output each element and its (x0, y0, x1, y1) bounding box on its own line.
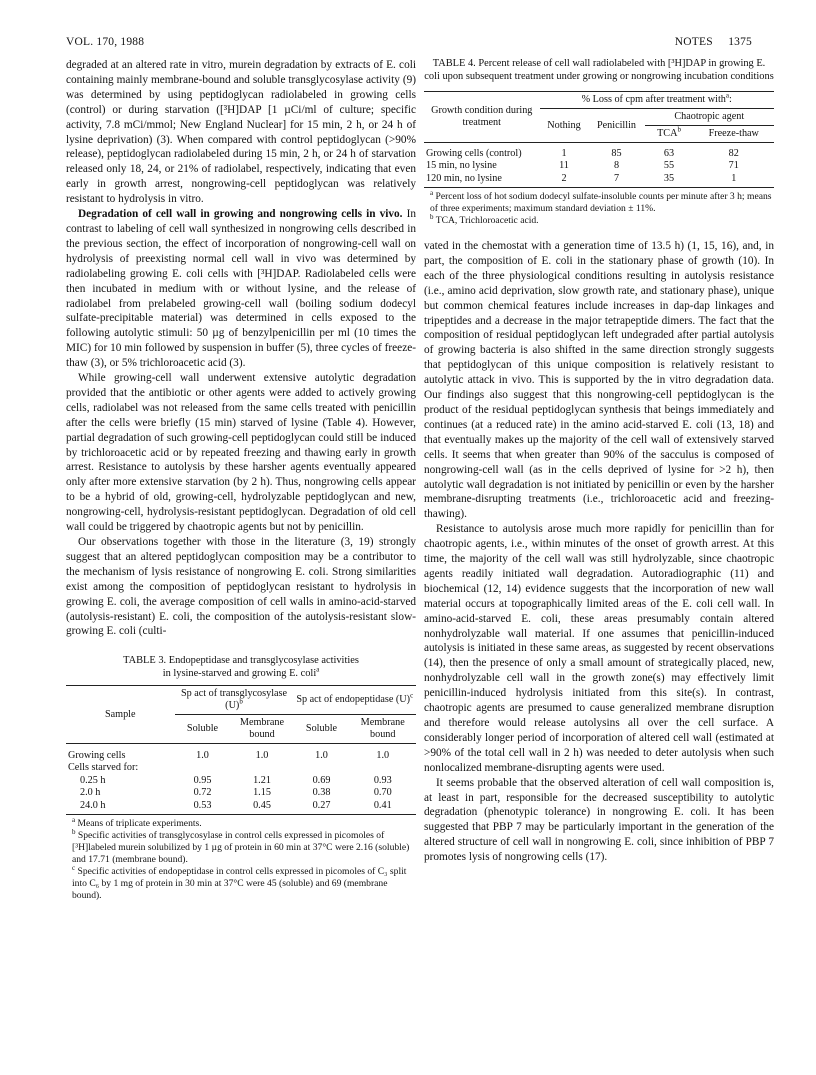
row-label: Growing cells (control) (426, 147, 522, 159)
table-cell: 11 (559, 160, 569, 171)
table-row (66, 775, 416, 788)
table-cell: 82 (728, 147, 739, 159)
column-header (645, 126, 694, 143)
table-cell: 35 (645, 173, 694, 188)
column-header: Membrane bound (231, 715, 294, 744)
footnote-marker: b (677, 125, 681, 134)
footnote-marker: a (316, 665, 320, 674)
paragraph: vated in the chemostat with a generation time of 13.5 h) (1, 15, 16), and, in part, the composition of E. coli in the stationary phase of growth (10). In each of the three physiological conditions resulting in autolysis resistance (i.e., amino acid deprivation, slow growth rate, and stationary phase), unique but common chemical features include increases in dap-dap linkages and tripeptides and a decrease in the major tetrapeptide dimers. The fact that the composition of residual peptidoglycan left undegraded after partial autolysis of growing bacteria is also shifted in the same direction strongly suggests that peptidoglycan of this unique composition is relatively resistant to autolytic attack in vivo. This is supported by the in vitro degradation data. Our findings also suggest that this nongrowing-cell peptidoglycan is the product of the residual peptidoglycan synthesis that beings immediately and continues (at a reduced rate) in the amino acid-starved E. coli (13, 18) and that eventually makes up the majority of the cell wall of extensively starved cells. It seems that when greater than 90% of the sacculus is composed of nongrowing-cell wall (as in the cells deprived of lysine for >2 h), then autolytic wall degradation is not initiated by penicillin or even by the harsher membrane-disrupting treatments (i.e., trichloroacetic acid and freezing-thawing). (424, 240, 774, 521)
right-column (424, 58, 774, 865)
table-cell: 1.0 (255, 749, 269, 761)
column-group-header: % Loss of cpm after treatment with$^a$: (540, 92, 775, 109)
table-row (424, 148, 774, 161)
column-header: Soluble (175, 715, 231, 744)
table-cell: 0.38 (312, 787, 331, 799)
table-cell: 1.0 (196, 749, 209, 761)
table-cell (231, 762, 294, 775)
footnote-marker: a (72, 816, 76, 825)
footnote-text: Means of triplicate experiments. (77, 818, 202, 830)
running-header-page: NOTES 1375 (674, 36, 752, 48)
footnote-marker: a (725, 91, 730, 100)
row-label: 2.0 h (80, 787, 101, 799)
paragraph: Our observations together with those in the literature (3, 19) strongly suggest that an altered peptidoglycan composition may be a contributor to the mechanism of lysis resistance of nongrowing E. coli. Strong similarities exist among the composition of peptidoglycan resistant to hydrolysis in growing E. coli, the average composition of cell walls in amino-acid-starved (autolysis-resistant) E. coli, the composition of the autolysis-resistant slow-growing E. coli (culti- (66, 536, 416, 638)
caption-line: TABLE 3. Endopeptidase and transglycosylase activities (123, 655, 359, 667)
header-text: TCA (657, 128, 678, 139)
row-label: 120 min, no lysine (424, 173, 540, 188)
table-cell: 0.93 (373, 774, 392, 786)
table-cell: 0.45 (231, 800, 294, 815)
table-footnotes (66, 818, 416, 902)
footnote-marker: c (72, 864, 76, 873)
table-cell: 1 (694, 173, 775, 188)
table-row (66, 800, 416, 815)
row-label: Cells starved for: (68, 762, 139, 774)
footnote (66, 830, 416, 866)
table-cell: 0.69 (312, 774, 331, 786)
table-row (66, 762, 416, 775)
table-cell: 0.41 (350, 800, 417, 815)
column-group-header (294, 686, 417, 715)
table-footnotes (424, 188, 774, 227)
table-row (66, 787, 416, 800)
footnote-text: Specific activities of transglycosylase in control cells expressed in picomoles of [³H]labeled murein solubilized by 1 µg of protein in 60 min at 37°C were 2.16 (soluble) and 17.71 (membrane bound). (72, 830, 410, 866)
column-header: Sample (66, 686, 175, 744)
table-cell: 0.53 (175, 800, 231, 815)
paragraph: It seems probable that the observed alteration of cell wall composition is, at least in part, responsible for the decreased susceptibility to autolytic degradation (phenotypic tolerance) in nongrowing E. coli. It has been suggested that PBP 7 may be particularly important in the generation of the altered structure of cell wall in nongrowing E. coli, since inhibition of PBP 7 promotes lysis of nongrowing cells (17). (424, 776, 774, 864)
table-cell: 7 (589, 173, 645, 188)
table-cell: 0.72 (193, 787, 212, 799)
footnote (66, 866, 416, 902)
table-cell: 71 (728, 160, 739, 171)
table-cell: 2 (540, 173, 589, 188)
left-column (66, 58, 416, 902)
table-cell: 1.21 (253, 774, 271, 786)
footnote (66, 818, 416, 830)
table-cell (175, 762, 231, 775)
paragraph: Resistance to autolysis arose much more rapidly for penicillin than for chaotropic agents, i.e., within minutes of the onset of growth arrest. At this time, the majority of the cell wall was still hydrolyzable, since chaotropic agents readily initiated wall degradation. Autoradiographic (11) and biochemical (12, 14) evidence suggests that the incorporation of new wall material occurs at topographically limited areas of the E. coli cell wall. In amino-acid-starved E. coli, these areas presumably contain altered nonhydrolyzable wall material. If one assumes that penicillin-induced autolysis is initiated in these same areas, as suggested by recent observations (14), then the presence of only a small amount of strategically placed, new, nonhydrolyzable cell wall in the growth zone(s) may effectively limit penicillin-induced hydrolysis initiated from this site(s). In contrast, chaotropic agents are presumed to cause generalized membrane disruption and therefore would release autolysins all over the cell surface. A considerably longer period of incorporation of altered cell wall (estimated at >90% of the total cell wall in 2 h) was needed to deter autolysis when such nonlocalized membrane-disrupting agents were used. (424, 523, 774, 774)
table-cell: 8 (613, 160, 620, 171)
table-row (424, 160, 774, 173)
table-row (66, 750, 416, 763)
running-header-volume: VOL. 170, 1988 (66, 36, 145, 48)
section-heading: Degradation of cell wall in growing and nongrowing cells in vivo. (78, 208, 403, 221)
row-label: 24.0 h (66, 800, 175, 815)
row-label: Growing cells (68, 749, 126, 761)
footnote-marker: b (72, 828, 76, 837)
footnote-text: TCA, Trichloroacetic acid. (435, 215, 539, 226)
row-label: 0.25 h (80, 774, 106, 786)
table-cell: 85 (611, 147, 622, 159)
data-table (424, 91, 774, 188)
table-row (424, 173, 774, 188)
footnote (424, 188, 774, 215)
table-cell: 55 (663, 160, 675, 171)
table-cell: 63 (663, 147, 675, 159)
footnote-marker: a (430, 188, 434, 197)
header-text: % Loss of cpm after treatment with (581, 94, 726, 105)
table-cell: 0.95 (193, 774, 212, 786)
column-group-header (175, 686, 294, 715)
paragraph: degraded at an altered rate in vitro, murein degradation by extracts of E. coli containing mainly membrane-bound and soluble transglycosylase activity (9) was determined by using peptidoglycan radiolabeled in growing cells (control) or during starvation ([³H]DAP [1 µCi/ml of culture; specific activity, 7.8 mCi/mmol; New England Nuclear] for 15 min, 2 h, or 24 h of lysine deprivation) (3). When compared with control peptidoglycan (>90% release), peptidoglycan radiolabeled during 15 min, 2 h, or 24 h of starvation released only 18, 24, or 21% of radiolabel, respectively, indicating that even early in growth arrest, nongrowing-cell peptidoglycan was relatively resistant to hydrolysis in vitro. (66, 59, 416, 206)
header-text: Sp act of endopeptidase (U) (296, 694, 411, 706)
data-table (66, 685, 416, 815)
column-group-header: Chaotropic agent (645, 109, 775, 126)
table-cell (294, 762, 350, 775)
table-cell: 0.27 (294, 800, 350, 815)
paragraph: While growing-cell wall underwent extensive autolytic degradation provided that the antibiotic or other agents were added to actively growing cells, radiolabel was not released from the same cells treated with penicillin after the cells were briefly (15 min) starved of lysine (Table 4). However, partial degradation of such growing-cell peptidoglycan could still be induced by trichloroacetic acid or by repeated freezing and thawing early in growth arrest. Resistance to autolysis by these harsher agents eventually appeared only after more extensive starvation (by 2 h). Thus, nongrowing cells appear to be a hybrid of old, growing-cell, hydrolyzable peptidoglycan and new, nongrowing-cell, hydrolysis-resistant peptidoglycan. Degradation of old cell wall could be triggered by chaotropic agents but not by penicillin. (66, 372, 416, 534)
table-cell: 1.0 (315, 749, 328, 761)
footnote (424, 212, 774, 227)
column-header: Freeze-thaw (694, 126, 775, 143)
paragraph-text: In contrast to labeling of cell wall synthesized in nongrowing cells described in the previous section, the effect of incorporation of nongrowing-cell wall on hydrolysis of preexisting normal cell wall in vivo was determined by radiolabeling growing E. coli cells with [³H]DAP. Radiolabeled cells were then incubated in medium with or without lysine, and the release of radiolabel from prelabeled growing-cell wall (boiling sodium dodecyl sulfate-precipitable material) was determined in cells exposed to the following autolytic stimuli: 50 µg of benzylpenicillin per ml (10 times the MIC) for 10 min followed by suspension in buffer (5), three cycles of freeze-thaw (3), or 5% trichloroacetic acid (3). (66, 208, 416, 370)
header-text: Sp act of transglycosylase (U) (180, 688, 288, 712)
footnote-text: Percent loss of hot sodium dodecyl sulfate-insoluble counts per minute after 3 h; means of three experiments; maximum standard deviation ± 11%. (430, 191, 772, 214)
table-cell: 1 (561, 147, 567, 159)
table-cell: 0.70 (373, 787, 392, 799)
footnote-marker: c (410, 691, 414, 700)
paragraph (66, 207, 416, 371)
column-header: Membrane bound (350, 715, 417, 744)
column-header: Penicillin (589, 109, 645, 143)
table-caption: TABLE 4. Percent release of cell wall radiolabeled with [³H]DAP in growing E. coli upon subsequent treatment under growing or nongrowing incubation conditions (424, 58, 774, 82)
table-3 (66, 654, 416, 902)
table-cell (350, 762, 417, 775)
column-header: Nothing (540, 109, 589, 143)
caption-line: in lysine-starved and growing E. coli (162, 668, 317, 680)
table-4 (424, 58, 774, 227)
row-label: 15 min, no lysine (426, 160, 497, 171)
column-header: Growth condition during treatment (424, 92, 540, 143)
footnote-text: Specific activities of endopeptidase in control cells expressed in picomoles of C₃ split into C₆ by 1 mg of protein in 30 min at 37°C were 45 (soluble) and 69 (membrane bound). (72, 866, 407, 902)
footnote-marker: b (239, 697, 243, 706)
footnote-marker: b (430, 212, 434, 221)
table-cell: 1.0 (376, 749, 390, 761)
column-header: Soluble (294, 715, 350, 744)
table-cell: 1.15 (253, 787, 271, 799)
table-caption (66, 654, 416, 680)
